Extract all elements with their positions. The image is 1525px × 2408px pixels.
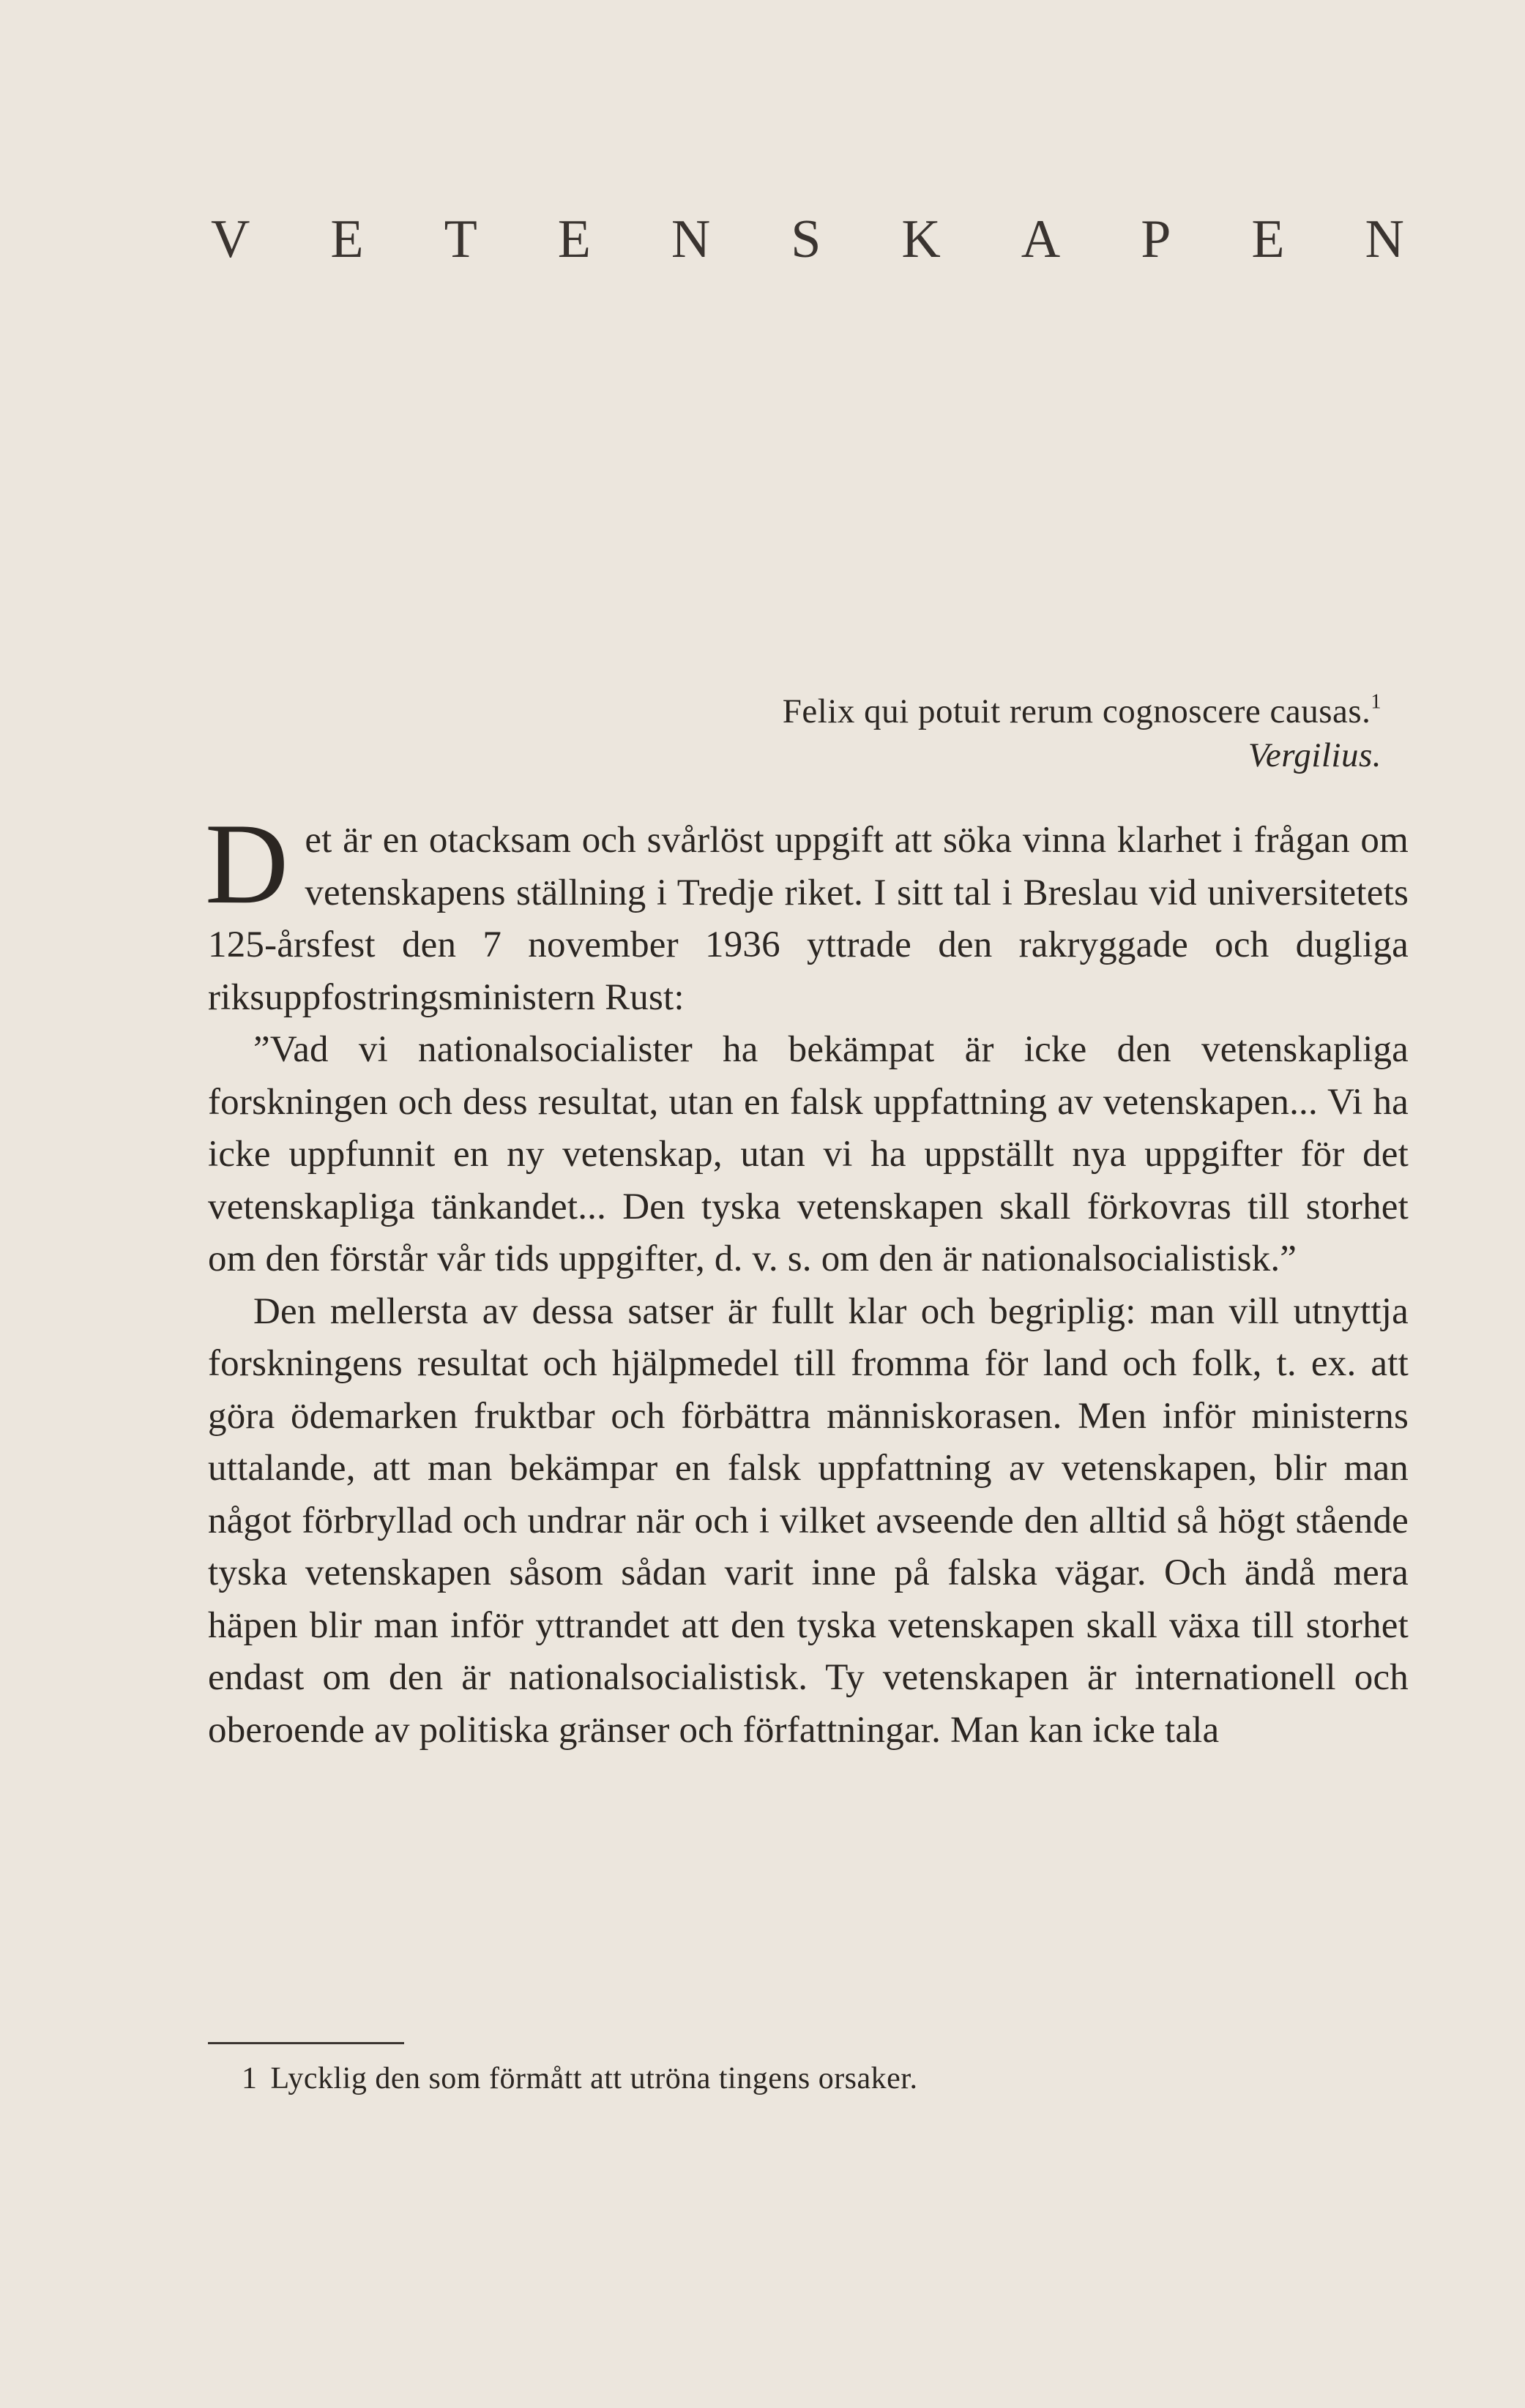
title-letter: V bbox=[211, 209, 250, 269]
paragraph-1-text: et är en otacksam och svårlöst uppgift att söka vinna klarhet i frågan om vetenskapens ställning i Tredje riket. I sitt tal i Breslau vid universitetets 125-årsfest den 7 november 1936 yttrade den rakryggade och dugliga riksuppfostringsministern Rust: bbox=[208, 820, 1409, 1018]
paragraph-3: Den mellersta av dessa satser är fullt klar och begriplig: man vill utnyttja forskningens resultat och hjälpmedel till fromma för land och folk, t. ex. att göra ödemarken fruktbar och förbättra människorasen. Men inför ministerns uttalande, att man bekämpar en falsk uppfattning av vetenskapen, blir man något förbryllad och undrar när och i vilket avseende den alltid så högt stående tyska vetenskapen såsom sådan varit inne på falska vägar. Och ändå mera häpen blir man inför yttrandet att den tyska vetenskapen skall växa till storhet endast om den är nationalsocialistisk. Ty vetenskapen är internationell och oberoende av politiska gränser och författningar. Man kan icke tala bbox=[208, 1290, 1409, 1751]
title-letter: T bbox=[444, 209, 477, 269]
footnote-text: Lycklig den som förmått att utröna tingens orsaker. bbox=[270, 2062, 918, 2095]
epigraph-footnote-marker: 1 bbox=[1371, 690, 1382, 714]
title-letter: N bbox=[1365, 209, 1404, 269]
title-letter: E bbox=[330, 209, 364, 269]
drop-cap: D bbox=[205, 800, 289, 928]
chapter-title bbox=[211, 209, 1404, 269]
paragraph-2: ”Vad vi nationalsocialister ha bekämpat är icke den vetenskapliga forskningen och dess resultat, utan en falsk uppfattning av vetenskapen... Vi ha icke uppfunnit en ny vetenskap, utan vi ha uppställt nya uppgifter för det vetenskapliga tänkandet... Den tyska vetenskapen skall förkovras till storhet om den förstår vår tids uppgifter, d. v. s. om den är nationalsocialistisk.” bbox=[208, 1029, 1409, 1279]
body-text bbox=[205, 800, 1409, 1757]
paragraph-1 bbox=[205, 800, 1409, 1024]
title-letter: S bbox=[791, 209, 821, 269]
epigraph-quote: Felix qui potuit rerum cognoscere causas. bbox=[782, 692, 1371, 730]
footnote-rule bbox=[208, 2042, 404, 2044]
title-letter: N bbox=[671, 209, 711, 269]
title-letter: E bbox=[557, 209, 591, 269]
title-letter: A bbox=[1021, 209, 1061, 269]
title-letter: K bbox=[901, 209, 941, 269]
epigraph-author: Vergilius. bbox=[1248, 736, 1382, 775]
footnote bbox=[242, 2057, 917, 2101]
footnote-marker: 1 bbox=[242, 2062, 258, 2095]
title-letter: P bbox=[1141, 209, 1171, 269]
epigraph bbox=[783, 691, 1382, 777]
title-letter: E bbox=[1251, 209, 1285, 269]
